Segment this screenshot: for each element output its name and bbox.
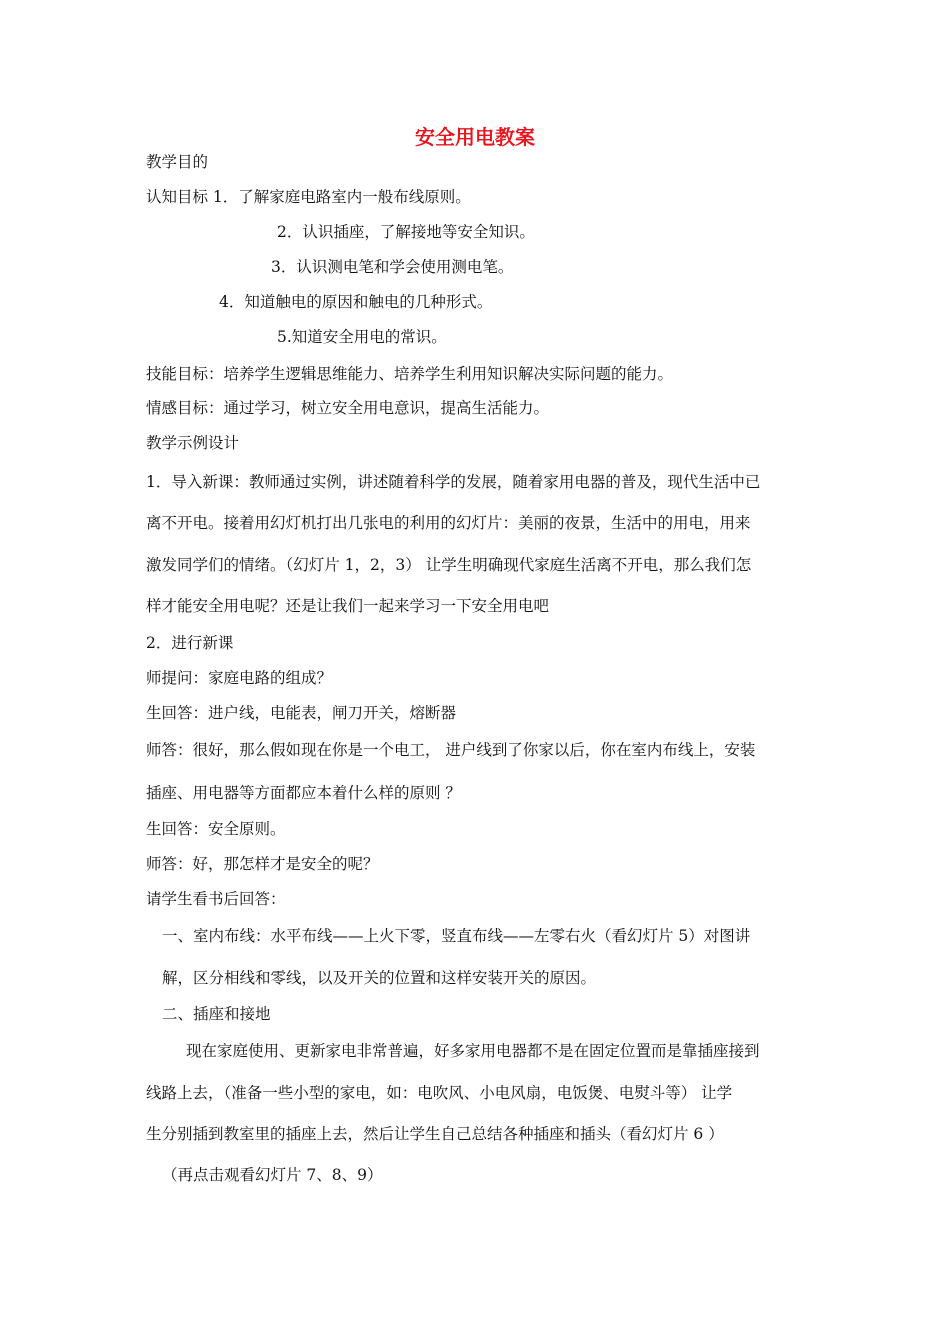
intro-paragraph-line: 样才能安全用电呢？还是让我们一起来学习一下安全用电吧 bbox=[146, 597, 550, 615]
dialogue-line: 师提问：家庭电路的组成？ bbox=[146, 669, 333, 687]
cognitive-goal-2: 2．认识插座，了解接地等安全知识。 bbox=[277, 223, 535, 241]
socket-paragraph-line: 线路上去，（准备一些小型的家电，如：电吹风、小电风扇，电饭煲、电熨斗等） 让学 bbox=[146, 1084, 733, 1102]
subheading-socket-grounding: 二、插座和接地 bbox=[162, 1005, 271, 1023]
section-heading-new-lesson: 2．进行新课 bbox=[146, 634, 234, 652]
wiring-paragraph-line: 一、室内布线：水平布线——上火下零，竖直布线——左零右火（看幻灯片 5）对图讲 bbox=[162, 927, 751, 945]
section-heading-design: 教学示例设计 bbox=[146, 434, 240, 452]
dialogue-line: 师答：好，那怎样才是安全的呢？ bbox=[146, 855, 379, 873]
dialogue-line: 生回答：安全原则。 bbox=[146, 820, 286, 838]
cognitive-goal-1: 认知目标 1．了解家庭电路室内一般布线原则。 bbox=[146, 188, 471, 206]
section-heading-objectives: 教学目的 bbox=[146, 153, 209, 171]
dialogue-line: 师答：很好，那么假如现在你是一个电工， 进户线到了你家以后，你在室内布线上，安装 bbox=[146, 741, 756, 759]
intro-paragraph-line: 1．导入新课：教师通过实例，讲述随着科学的发展，随着家用电器的普及，现代生活中已 bbox=[146, 473, 761, 491]
cognitive-goal-5: 5.知道安全用电的常识。 bbox=[277, 328, 447, 346]
document-title: 安全用电教案 bbox=[415, 125, 535, 149]
cognitive-goal-3: 3．认识测电笔和学会使用测电笔。 bbox=[271, 258, 514, 276]
skill-goal: 技能目标：培养学生逻辑思维能力、培养学生利用知识解决实际问题的能力。 bbox=[146, 365, 674, 383]
intro-paragraph-line: 激发同学们的情绪。（幻灯片 1，2，3） 让学生明确现代家庭生活离不开电，那么我们怎 bbox=[146, 556, 752, 574]
dialogue-line: 生回答：进户线，电能表，闸刀开关，熔断器 bbox=[146, 704, 457, 722]
intro-paragraph-line: 离不开电。接着用幻灯机打出几张电的利用的幻灯片：美丽的夜景，生活中的用电，用来 bbox=[146, 514, 751, 532]
wiring-paragraph-line: 解，区分相线和零线，以及开关的位置和这样安装开关的原因。 bbox=[162, 969, 597, 987]
dialogue-line: 请学生看书后回答： bbox=[146, 890, 286, 908]
socket-paragraph-line: 现在家庭使用、更新家电非常普遍，好多家用电器都不是在固定位置而是靠插座接到 bbox=[186, 1042, 760, 1060]
cognitive-goal-4: 4．知道触电的原因和触电的几种形式。 bbox=[219, 293, 493, 311]
socket-paragraph-line: 生分别插到教室里的插座上去，然后让学生自己总结各种插座和插头（看幻灯片 6 ） bbox=[146, 1125, 724, 1143]
dialogue-line: 插座、用电器等方面都应本着什么样的原则 ？ bbox=[146, 784, 461, 802]
emotion-goal: 情感目标：通过学习，树立安全用电意识，提高生活能力。 bbox=[146, 399, 550, 417]
slides-note: （再点击观看幻灯片 7、8、9） bbox=[162, 1166, 383, 1184]
